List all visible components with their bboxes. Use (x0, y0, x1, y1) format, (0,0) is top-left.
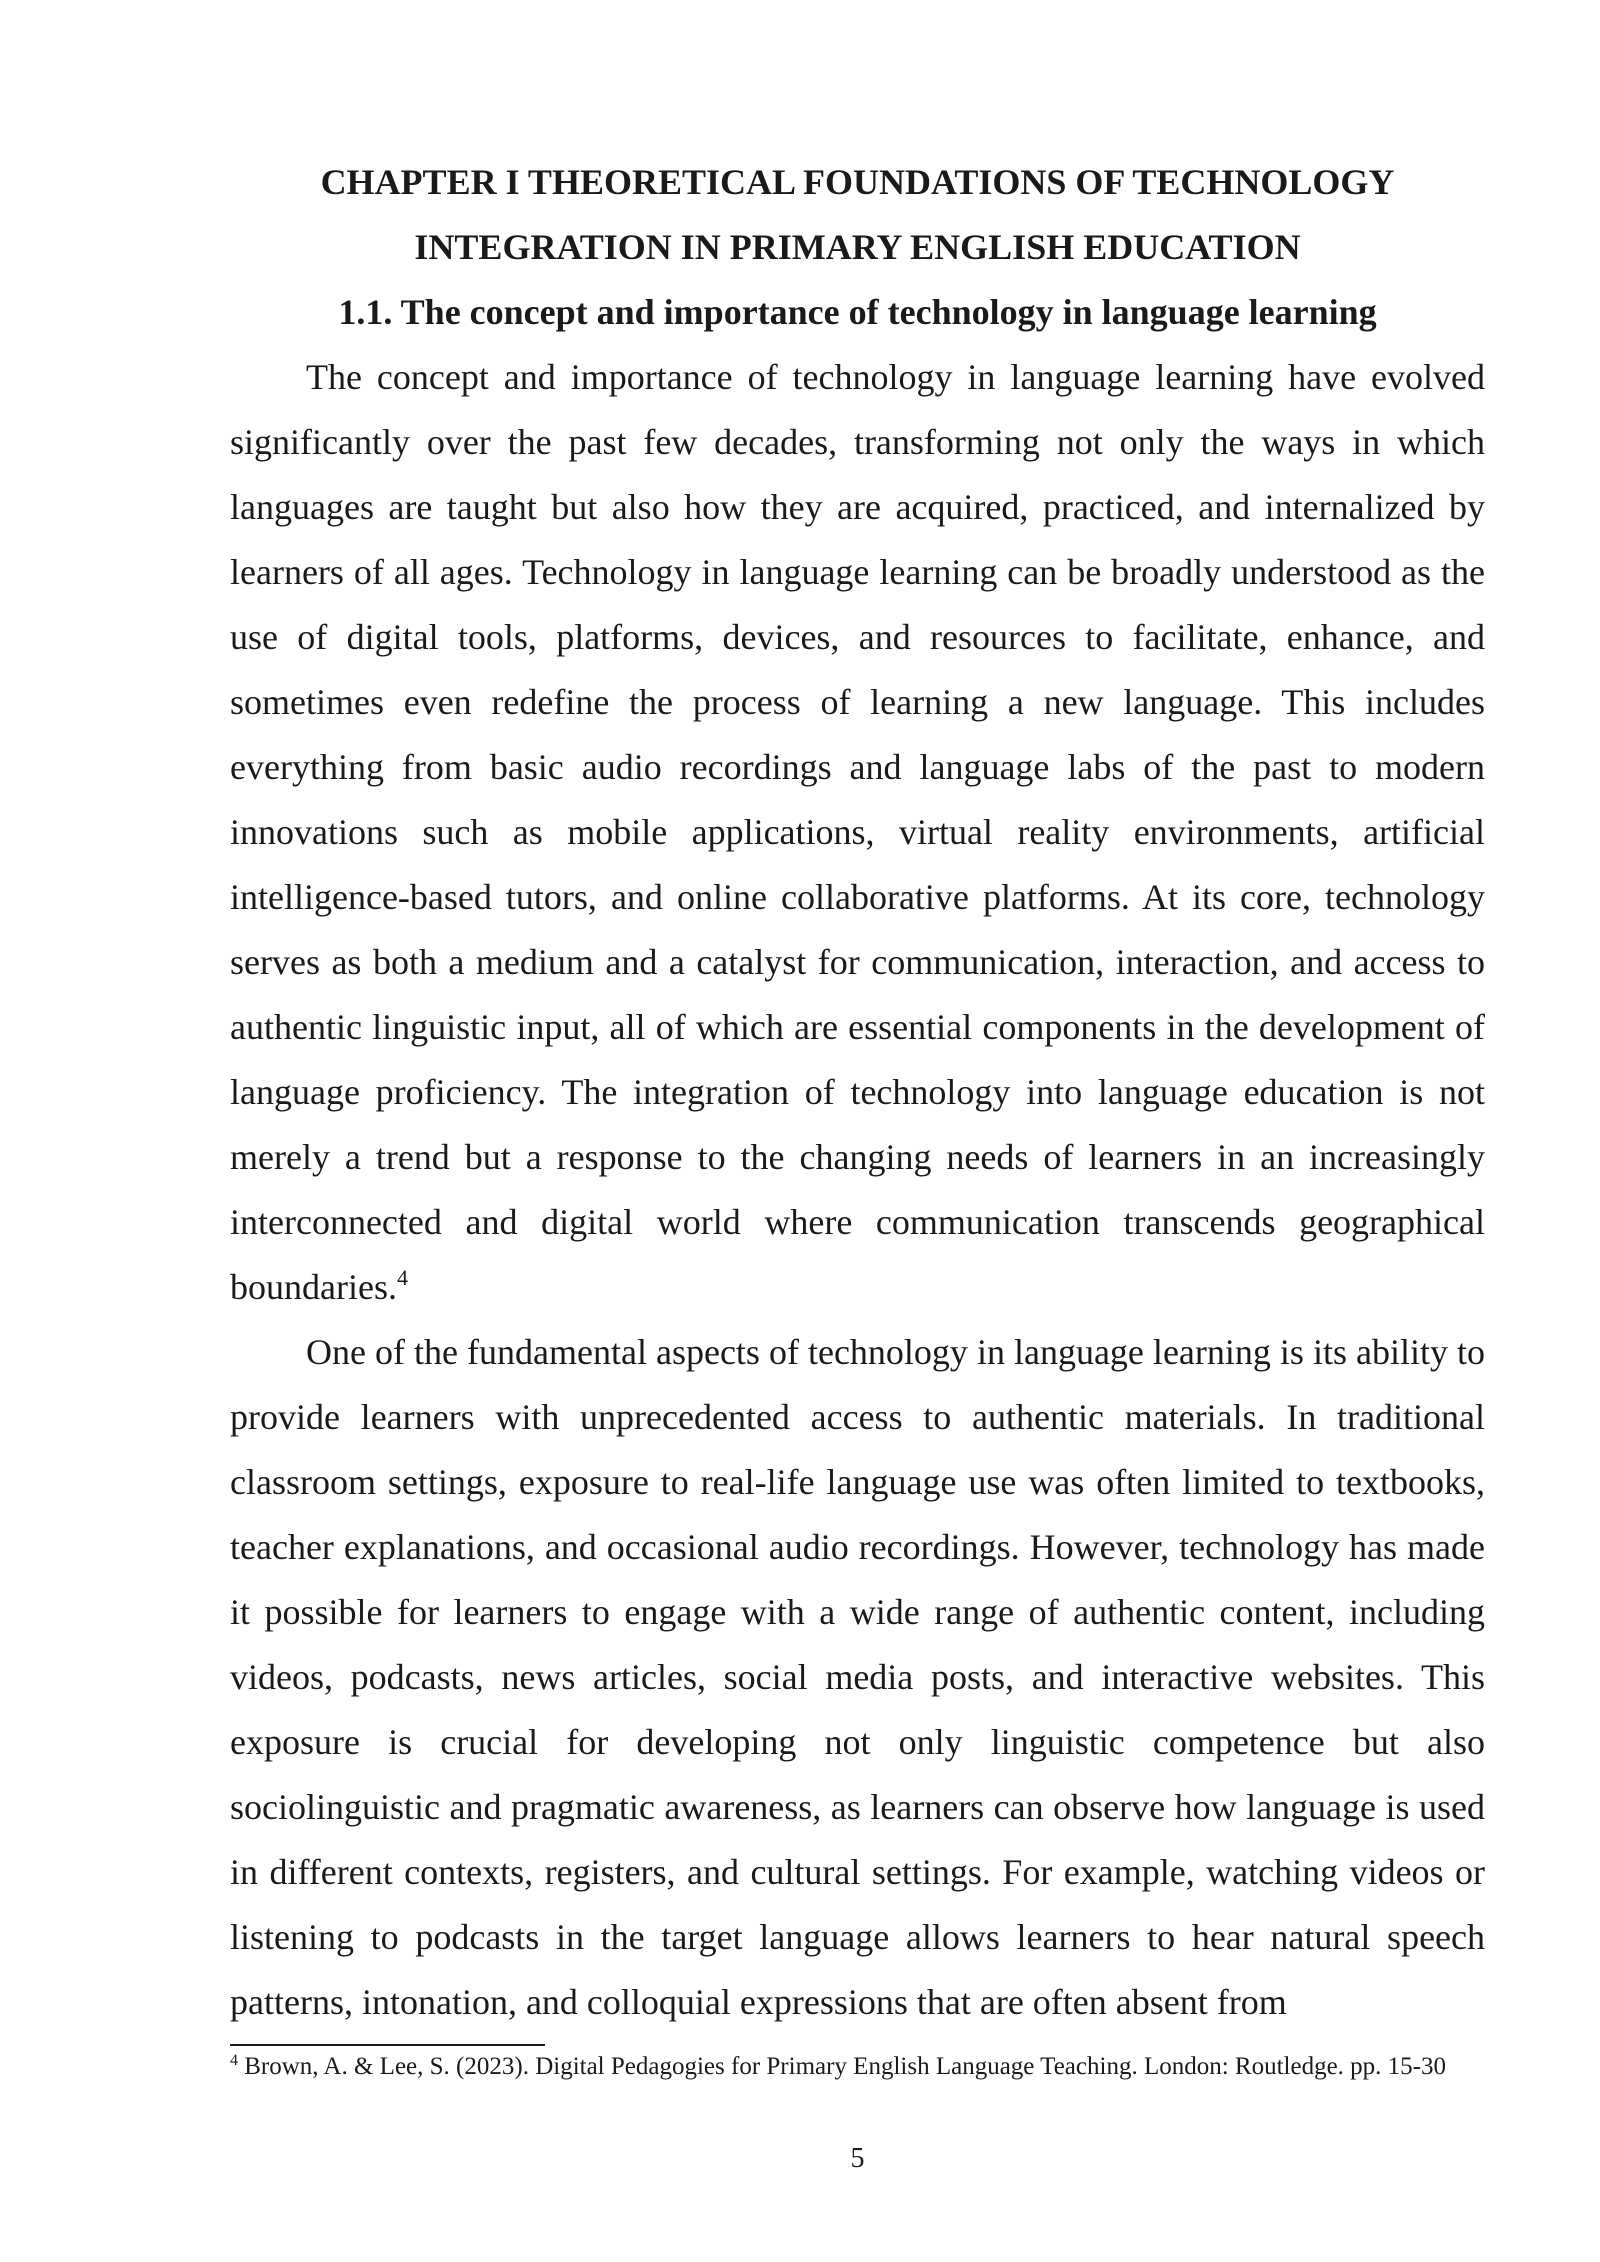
paragraph-1-text: The concept and importance of technology in language learning have evolved significantly over the past few decades, transforming not only the ways in which languages are taught but also how they are acquired, practiced, and internalized by learners of all ages. Technology in language learning can be broadly understood as the use of digital tools, platforms, devices, and resources to facilitate, enhance, and sometimes even redefine the process of learning a new language. This includes everything from basic audio recordings and language labs of the past to modern innovations such as mobile applications, virtual reality environments, artificial intelligence-based tutors, and online collaborative platforms. At its core, technology serves as both a medium and a catalyst for communication, interaction, and access to authentic linguistic input, all of which are essential components in the development of language proficiency. The integration of technology into language education is not merely a trend but a response to the changing needs of learners in an increasingly interconnected and digital world where communication transcends geographical boundaries. (230, 357, 1485, 1307)
body-text (230, 345, 1485, 2035)
footnote-reference: 4 (396, 1265, 408, 1290)
paragraph-1 (230, 345, 1485, 1320)
page-number: 5 (850, 2143, 865, 2174)
footnote-text: Brown, A. & Lee, S. (2023). Digital Pedagogies for Primary English Language Teaching. London: Routledge. pp. 15-30 (244, 2053, 1446, 2080)
chapter-title: CHAPTER I THEORETICAL FOUNDATIONS OF TECHNOLOGY INTEGRATION IN PRIMARY ENGLISH EDUCATION (320, 162, 1395, 267)
footnote-separator (230, 2044, 545, 2046)
paragraph-2 (230, 1320, 1485, 2035)
footnote (230, 2051, 1485, 2082)
section-title: 1.1. The concept and importance of technology in language learning (338, 292, 1377, 332)
footnote-number: 4 (230, 2052, 238, 2069)
paragraph-2-text: One of the fundamental aspects of technology in language learning is its ability to provide learners with unprecedented access to authentic materials. In traditional classroom settings, exposure to real-life language use was often limited to textbooks, teacher explanations, and occasional audio recordings. However, technology has made it possible for learners to engage with a wide range of authentic content, including videos, podcasts, news articles, social media posts, and interactive websites. This exposure is crucial for developing not only linguistic competence but also sociolinguistic and pragmatic awareness, as learners can observe how language is used in different contexts, registers, and cultural settings. For example, watching videos or listening to podcasts in the target language allows learners to hear natural speech patterns, intonation, and colloquial expressions that are often absent from (230, 1332, 1485, 2022)
